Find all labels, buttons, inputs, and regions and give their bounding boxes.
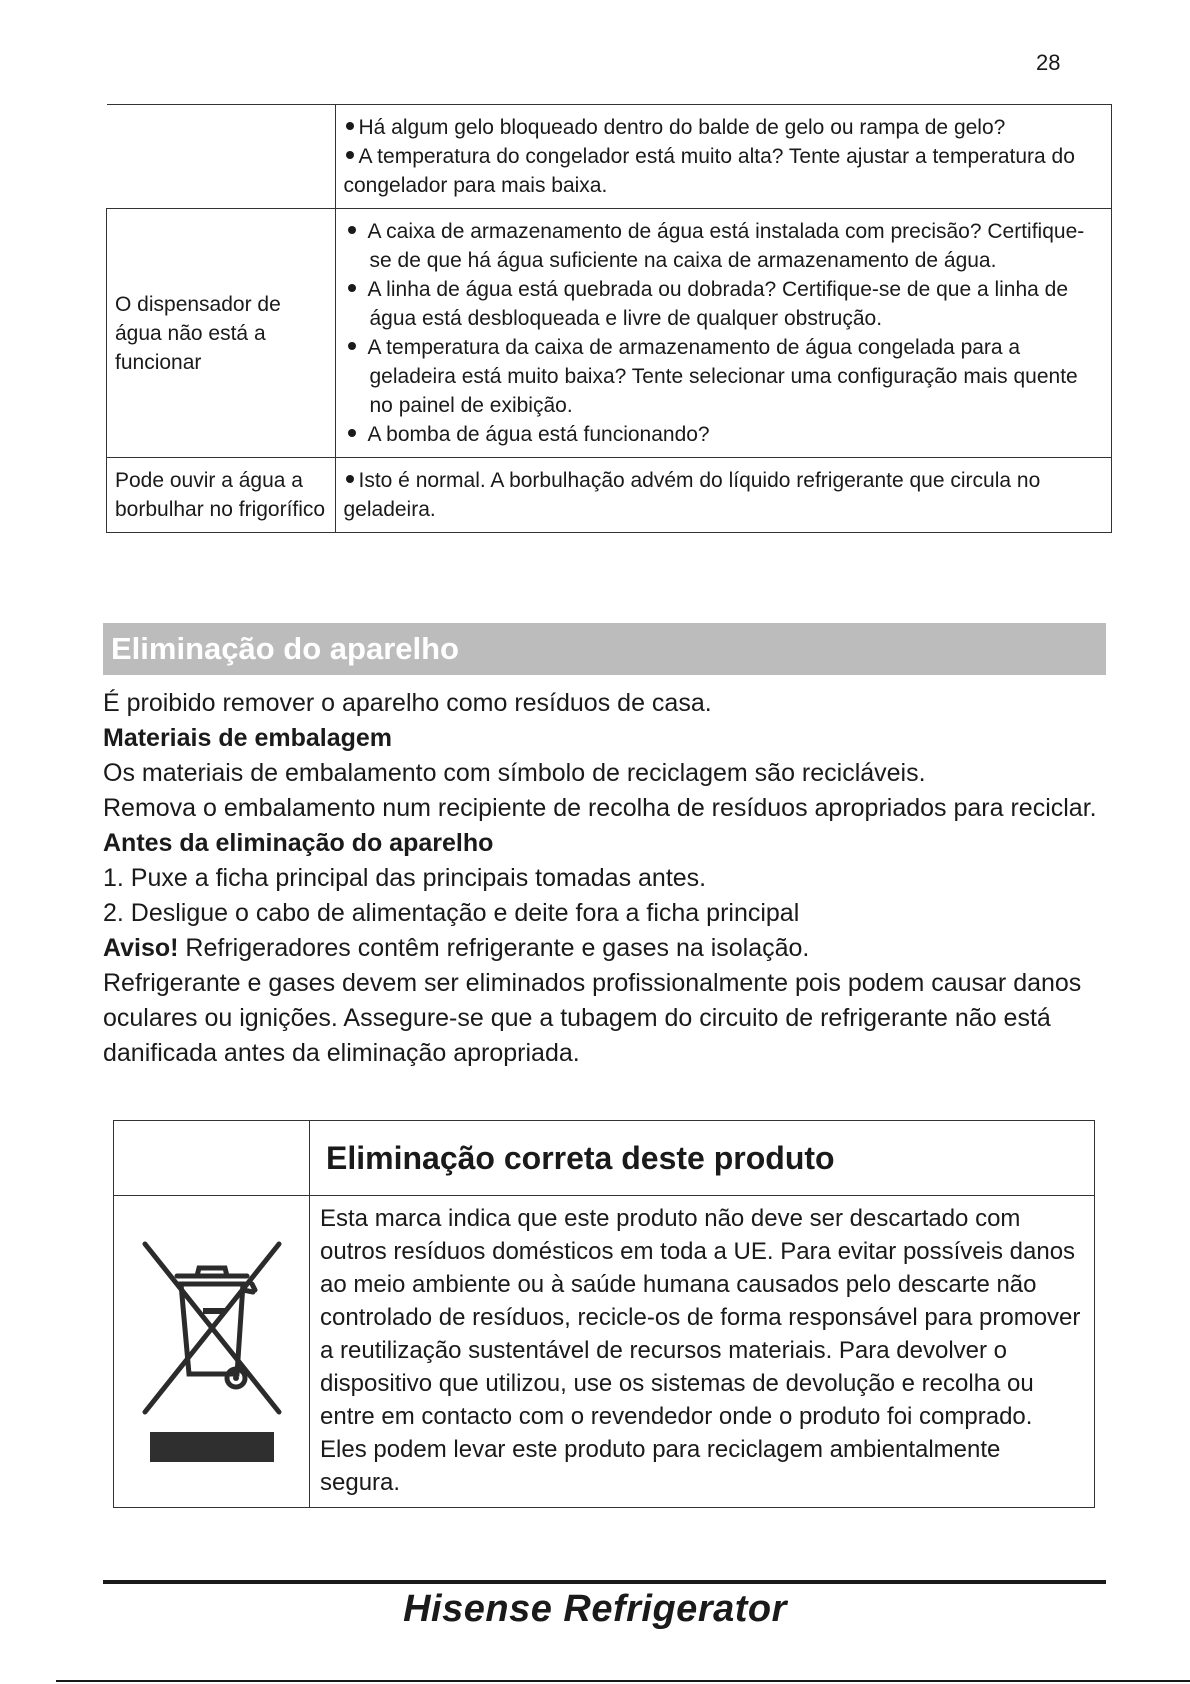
troubleshooting-table [106, 104, 1112, 533]
table-row [107, 105, 1112, 209]
page-bottom-divider [56, 1680, 1190, 1682]
page-number: 28 [1036, 50, 1061, 75]
packaging-heading: Materiais de embalagem [103, 724, 393, 752]
solution-cell [335, 105, 1112, 209]
crossed-out-wheelie-bin-icon [137, 1234, 287, 1464]
disposal-table [113, 1120, 1095, 1508]
list-item: A temperatura da caixa de armazenamento de água congelada para a geladeira está muito baixa? Tente selecionar uma configuração mais quente no painel de exibição. [344, 333, 1102, 420]
list-item: Isto é normal. A borbulhação advém do líquido refrigerante que circula no geladeira. [343, 469, 1041, 521]
before-disposal-heading: Antes da eliminação do aparelho [103, 829, 494, 857]
solution-cell [335, 209, 1112, 458]
step-item: 2. Desligue o cabo de alimentação e deite fora a ficha principal [103, 899, 800, 927]
warning-text: Refrigeradores contêm refrigerante e gases na isolação. [178, 934, 810, 962]
section-heading: Eliminação do aparelho [103, 623, 1106, 675]
bullet-icon [346, 475, 354, 483]
list-item: A bomba de água está funcionando? [344, 420, 1102, 449]
bullet-icon [346, 151, 354, 159]
warning-detail: Refrigerante e gases devem ser eliminados profissionalmente pois podem causar danos oculares ou ignições. Assegure-se que a tubagem do circuito de refrigerante não está danificada antes da eliminação apropriada. [103, 969, 1082, 1067]
disposal-text: Esta marca indica que este produto não deve ser descartado com outros resíduos domésticos em toda a UE. Para evitar possíveis danos ao meio ambiente ou à saúde humana causados pelo descarte não controlado de resíduos, recicle-os de forma responsável para promover a reutilização sustentável de recursos materiais. Para devolver o dispositivo que utilizou, use os sistemas de devolução e recolha ou entre em contacto com o revendedor onde o produto foi comprado. Eles podem levar este produto para reciclagem ambientalmente segura. [310, 1196, 1095, 1508]
bullet-icon [346, 122, 354, 130]
disposal-title: Eliminação correta deste produto [310, 1121, 1095, 1196]
bullet-icon [348, 342, 356, 350]
problem-cell [107, 105, 336, 209]
solution-cell [335, 458, 1112, 533]
packaging-text: Os materiais de embalamento com símbolo de reciclagem são recicláveis. [103, 759, 926, 787]
empty-cell [114, 1121, 310, 1196]
table-row [107, 209, 1112, 458]
list-item: Há algum gelo bloqueado dentro do balde de gelo ou rampa de gelo? [344, 113, 1102, 142]
warning-line [103, 931, 1113, 966]
table-row [114, 1196, 1095, 1508]
list-item: A temperatura do congelador está muito alta? Tente ajustar a temperatura do congelador para mais baixa. [343, 145, 1075, 197]
brand-footer: Hisense Refrigerator [403, 1588, 787, 1630]
warning-label: Aviso! [103, 934, 179, 962]
problem-cell: O dispensador de água não está a funcionar [107, 209, 336, 458]
packaging-text: Remova o embalamento num recipiente de recolha de resíduos apropriados para reciclar. [103, 794, 1097, 822]
step-item: 1. Puxe a ficha principal das principais tomadas antes. [103, 864, 707, 892]
footer-divider [103, 1580, 1106, 1584]
table-row [114, 1121, 1095, 1196]
bullet-icon [348, 284, 356, 292]
bullet-icon [348, 429, 356, 437]
intro-text: É proibido remover o aparelho como resíduos de casa. [103, 689, 712, 717]
table-row [107, 458, 1112, 533]
problem-cell: Pode ouvir a água a borbulhar no frigorífico [107, 458, 336, 533]
list-item: A caixa de armazenamento de água está instalada com precisão? Certifique-se de que há água suficiente na caixa de armazenamento de água. [344, 217, 1102, 275]
bullet-icon [348, 226, 356, 234]
list-item: A linha de água está quebrada ou dobrada? Certifique-se de que a linha de água está desbloqueada e livre de qualquer obstrução. [344, 275, 1102, 333]
icon-cell [114, 1196, 310, 1508]
section-body [103, 686, 1113, 1071]
